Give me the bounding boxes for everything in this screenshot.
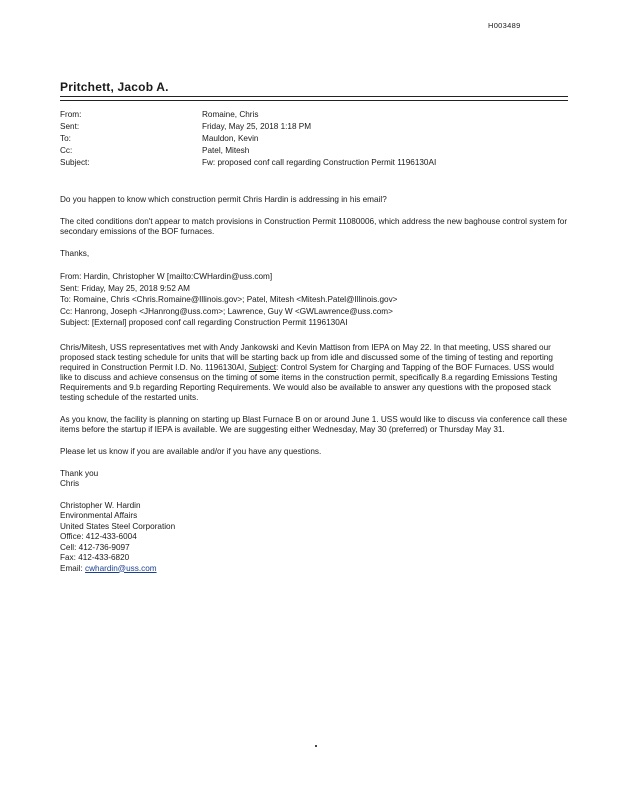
closing-name: Chris <box>60 478 80 488</box>
header-divider <box>60 96 568 101</box>
email-link[interactable]: cwhardin@uss.com <box>85 563 157 573</box>
header-row-cc <box>60 146 436 158</box>
forwarded-cc: Cc: Hanrong, Joseph <JHanrong@uss.com>; Lawrence, Guy W <GWLawrence@uss.com> <box>60 306 393 316</box>
signature-office: Office: 412-433-6004 <box>60 532 137 541</box>
closing-line: Thank you <box>60 468 99 478</box>
forwarded-subject: Subject: [External] proposed conf call regarding Construction Permit 1196130AI <box>60 318 348 327</box>
header-label: Cc: <box>60 146 73 155</box>
body-paragraph: Do you happen to know which construction permit Chris Hardin is addressing in his email? <box>60 195 387 204</box>
body-paragraph: The cited conditions don't appear to match provisions in Construction Permit 11080006, which address the new baghouse control system for secondary emissions of the BOF furnaces. <box>60 217 568 236</box>
body-text: : Control System for Charging and Tapping of the BOF Furnaces. USS would like to discuss and achieve consensus on the timing of some items in the construction permit, specifically 8.a regarding Emissions Testing Requirements and 9.b regarding Reporting Requirements. We would also be available to answer any questions with the proposed stack testing schedule of the restarted units. <box>60 362 558 402</box>
body-paragraph <box>60 343 568 403</box>
body-text: Chris/Mitesh, USS representatives met with Andy Jankowski and Kevin Mattison from IEPA on May 22. In that meeting, USS shared our proposed stack testing schedule for units that will be starting back up from idle and discussed some of the timing of testing and reporting required in Construction Permit I.D. No. 1196130AI, <box>60 342 553 372</box>
signature-email <box>60 564 568 575</box>
header-value: Mauldon, Kevin <box>202 134 259 143</box>
signature-block <box>60 501 568 575</box>
sender-name: Pritchett, Jacob A. <box>60 80 169 94</box>
signature-fax: Fax: 412-433-6820 <box>60 553 130 562</box>
header-value: Fw: proposed conf call regarding Construction Permit 1196130AI <box>202 158 437 167</box>
forwarded-to: To: Romaine, Chris <Chris.Romaine@Illinois.gov>; Patel, Mitesh <Mitesh.Patel@Illinois.gov> <box>60 295 398 304</box>
scan-mark <box>315 745 317 747</box>
signature-dept: Environmental Affairs <box>60 511 138 520</box>
header-value: Romaine, Chris <box>202 110 259 119</box>
header-label: To: <box>60 134 71 143</box>
subject-underlined: Subject <box>248 362 277 372</box>
body-paragraph: Please let us know if you are available and/or if you have any questions. <box>60 446 322 456</box>
header-row-sent <box>60 122 436 134</box>
header-label: Subject: <box>60 158 90 167</box>
email-body <box>60 195 568 574</box>
forwarded-from: From: Hardin, Christopher W [mailto:CWHardin@uss.com] <box>60 272 273 281</box>
signature-company: United States Steel Corporation <box>60 521 176 531</box>
header-value: Patel, Mitesh <box>202 146 250 155</box>
forwarded-sent: Sent: Friday, May 25, 2018 9:52 AM <box>60 283 191 293</box>
header-label: Sent: <box>60 122 80 131</box>
body-paragraph: As you know, the facility is planning on starting up Blast Furnace B on or around June 1. USS would like to discuss via conference call these items before the startup if IEPA is available. We are suggesting either Wednesday, May 30 (preferred) or Thursday May 31. <box>60 414 567 434</box>
closing <box>60 469 568 489</box>
body-paragraph: Thanks, <box>60 249 90 258</box>
header-label: From: <box>60 110 82 119</box>
signature-name: Christopher W. Hardin <box>60 500 141 510</box>
bates-number: H003489 <box>488 21 521 30</box>
header-value: Friday, May 25, 2018 1:18 PM <box>202 122 312 131</box>
signature-cell: Cell: 412-736-9097 <box>60 542 130 552</box>
forwarded-header <box>60 271 568 329</box>
email-header <box>60 110 436 170</box>
header-row-to <box>60 134 436 146</box>
header-row-from <box>60 110 436 122</box>
email-label: Email: <box>60 563 86 573</box>
header-row-subject <box>60 158 436 170</box>
